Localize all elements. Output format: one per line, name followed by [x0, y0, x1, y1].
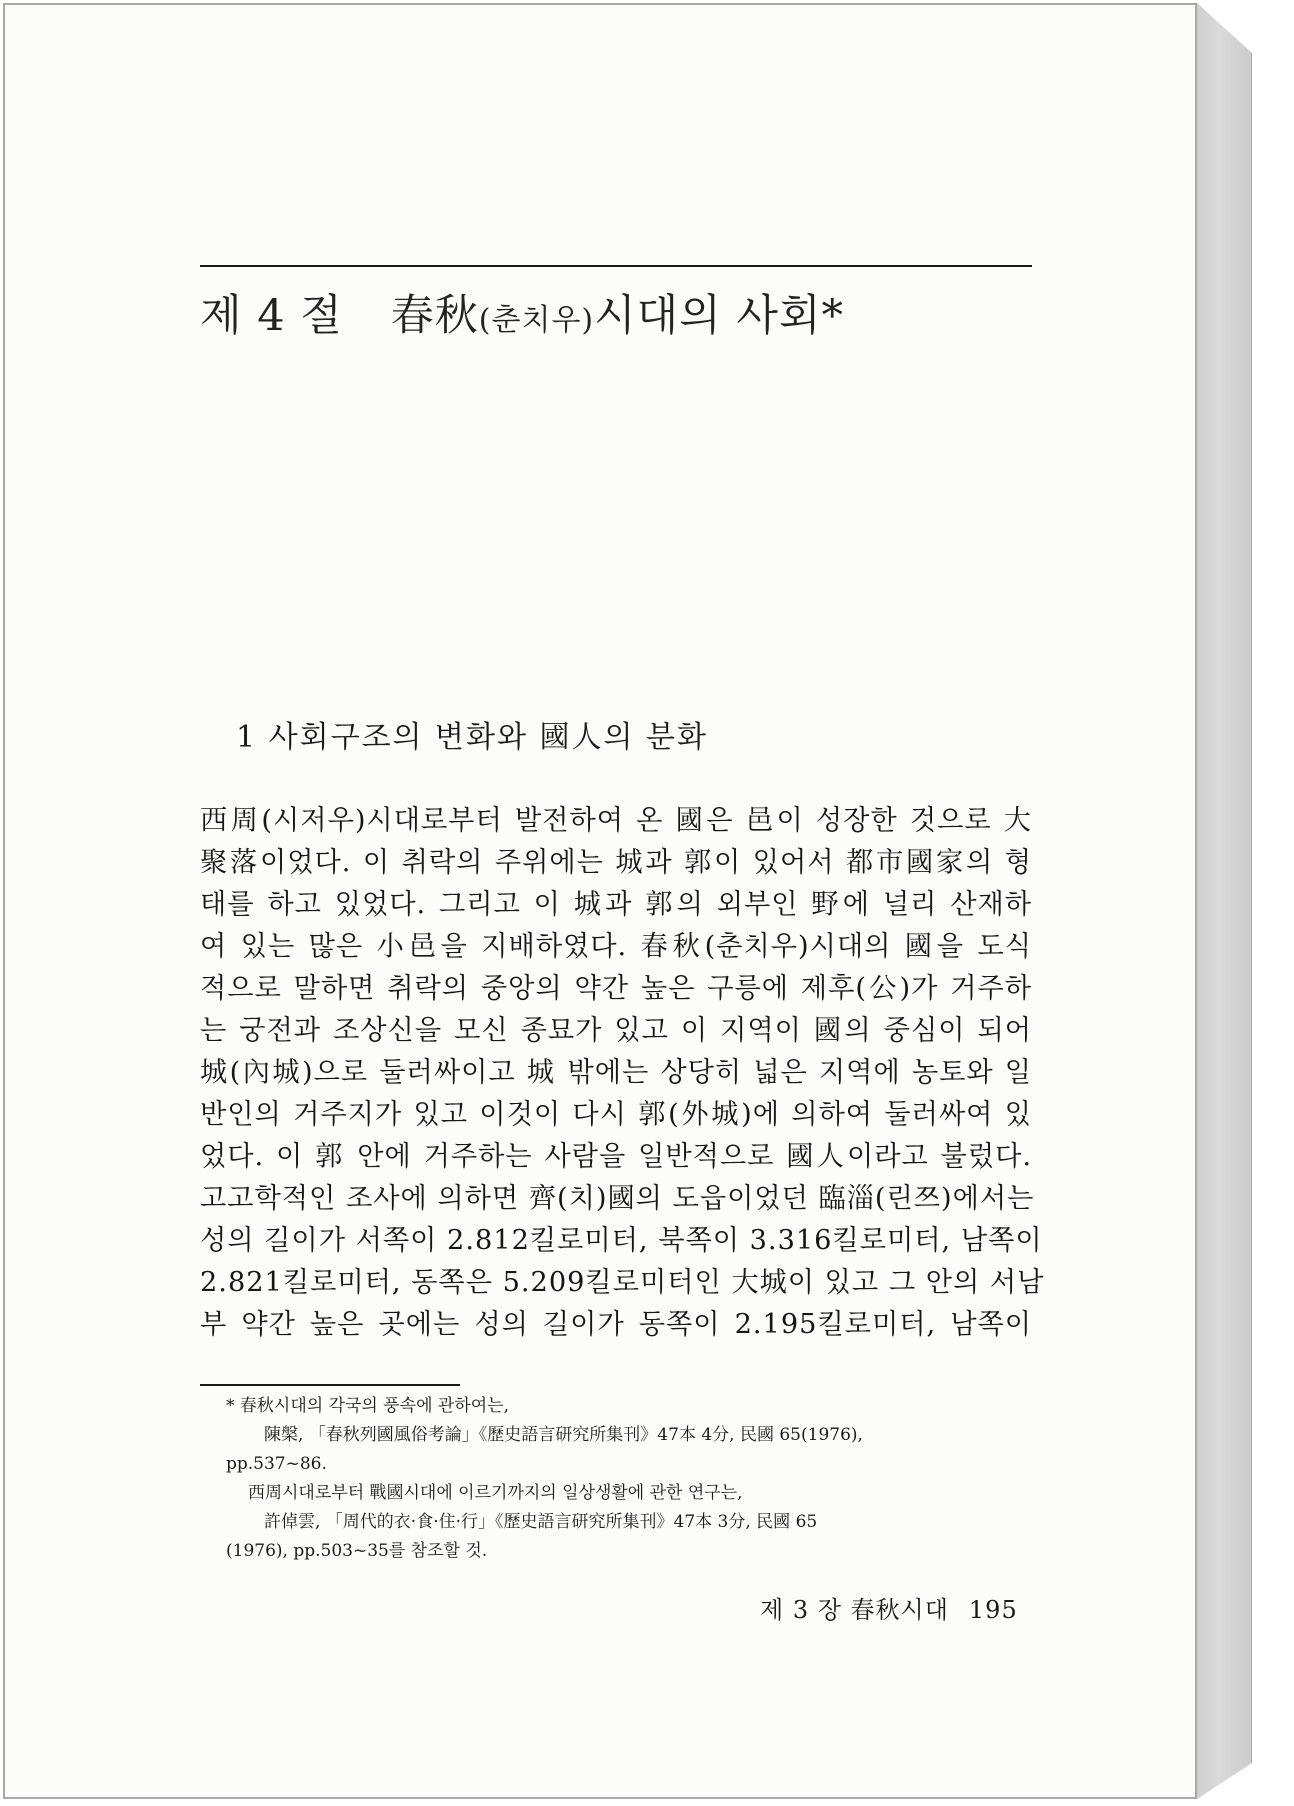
subsection-heading: 1 사회구조의 변화와 國人의 분화: [236, 720, 709, 755]
section-title-rest: 시대의 사회*: [594, 291, 844, 341]
section-title-reading: (춘치우): [478, 303, 595, 338]
body-line: 西周(시저우)시대로부터 발전하여 온 國은 邑이 성장한 것으로 大: [200, 805, 1032, 836]
footnote-line: 陳槃, 「春秋列國風俗考論」《歷史語言研究所集刊》47本 4分, 民國 65(1976),: [264, 1425, 863, 1445]
body-line: 반인의 거주지가 있고 이것이 다시 郭(外城)에 의하여 둘러싸여 있: [200, 1099, 1032, 1130]
section-number: 제 4 절: [200, 291, 343, 341]
footnote-line: 西周시대로부터 戰國시대에 이르기까지의 일상생활에 관한 연구는,: [248, 1483, 743, 1503]
section-title: [391, 291, 844, 341]
footnote-line: 許倬雲, 「周代的衣·食·住·行」《歷史語言研究所集刊》47本 3分, 民國 65: [264, 1512, 818, 1532]
body-line: 태를 하고 있었다. 그리고 이 城과 郭의 외부인 野에 널리 산재하: [200, 889, 1032, 920]
body-line: 聚落이었다. 이 취락의 주위에는 城과 郭이 있어서 都市國家의 형: [200, 847, 1032, 878]
footnotes: [226, 1392, 1026, 1566]
page-number: 195: [968, 1596, 1018, 1624]
body-line: 부 약간 높은 곳에는 성의 길이가 동쪽이 2.195킬로미터, 남쪽이: [200, 1309, 1032, 1340]
body-line: 적으로 말하면 취락의 중앙의 약간 높은 구릉에 제후(公)가 거주하: [200, 973, 1032, 1004]
body-line: 었다. 이 郭 안에 거주하는 사람을 일반적으로 國人이라고 불렀다.: [200, 1141, 1032, 1172]
body-line: 2.821킬로미터, 동쪽은 5.209킬로미터인 大城이 있고 그 안의 서남: [200, 1267, 1045, 1298]
body-line: 여 있는 많은 小邑을 지배하였다. 春秋(춘치우)시대의 國을 도식: [200, 931, 1032, 962]
body-line: 성의 길이가 서쪽이 2.812킬로미터, 북쪽이 3.316킬로미터, 남쪽이: [200, 1225, 1043, 1256]
body-paragraph: [200, 800, 1045, 1346]
footnote-line: (1976), pp.503~35를 참조할 것.: [226, 1541, 488, 1561]
section-title-main: 春秋: [390, 291, 479, 341]
body-line: 고고학적인 조사에 의하면 齊(치)國의 도읍이었던 臨淄(린쯔)에서는: [200, 1183, 1035, 1214]
section-heading: [200, 282, 1100, 343]
page-edge: [1197, 3, 1252, 1799]
footnote-line: * 春秋시대의 각국의 풍속에 관하여는,: [226, 1396, 510, 1416]
footnote-rule: [200, 1384, 460, 1386]
section-rule: [200, 265, 1032, 267]
body-line: 는 궁전과 조상신을 모신 종묘가 있고 이 지역이 國의 중심이 되어: [200, 1015, 1032, 1046]
body-line: 城(內城)으로 둘러싸이고 城 밖에는 상당히 넓은 지역에 농토와 일: [200, 1057, 1032, 1088]
footnote-line: pp.537~86.: [226, 1454, 327, 1474]
running-footer: [760, 1590, 1018, 1625]
footer-chapter: 제 3 장 春秋시대: [760, 1596, 949, 1624]
